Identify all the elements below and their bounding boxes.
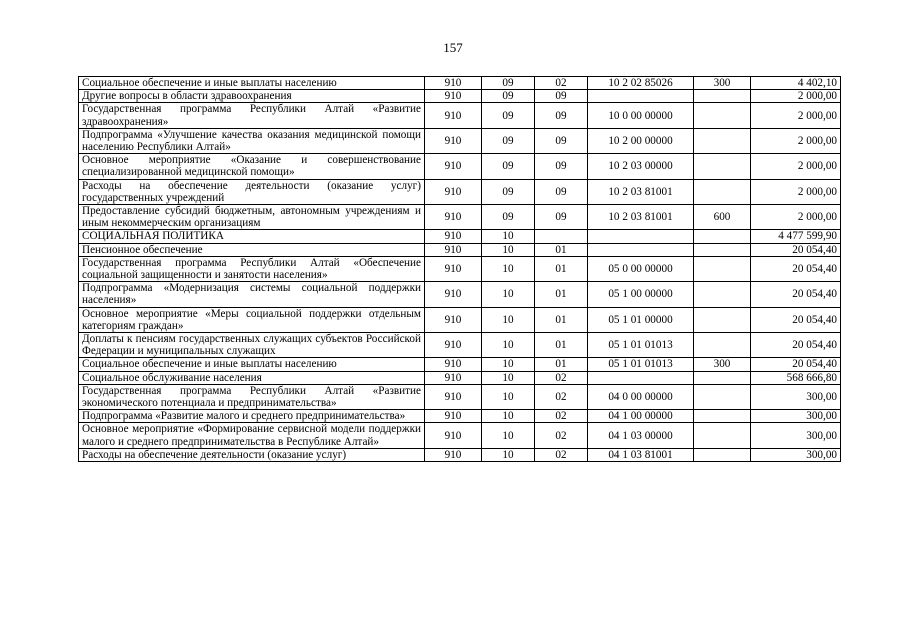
grbs-code-cell: 910 (425, 243, 482, 256)
table-row (79, 179, 841, 204)
row-name-cell: Основное мероприятие «Оказание и совершенствование специализированной медицинской помощи» (79, 154, 425, 179)
table-row (79, 358, 841, 371)
amount-cell: 2 000,00 (751, 205, 841, 230)
table-row (79, 410, 841, 423)
expense-type-cell (694, 410, 751, 423)
expense-type-cell (694, 230, 751, 243)
section-code-cell: 10 (482, 448, 535, 461)
row-name-cell: Расходы на обеспечение деятельности (оказание услуг) государственных учреждений (79, 179, 425, 204)
subsection-code-cell: 01 (535, 282, 588, 307)
target-article-cell: 04 1 03 00000 (588, 423, 694, 448)
row-name-cell: Пенсионное обеспечение (79, 243, 425, 256)
table-row (79, 256, 841, 281)
grbs-code-cell: 910 (425, 282, 482, 307)
section-code-cell: 09 (482, 205, 535, 230)
subsection-code-cell: 09 (535, 205, 588, 230)
grbs-code-cell: 910 (425, 256, 482, 281)
section-code-cell: 10 (482, 358, 535, 371)
expense-type-cell (694, 256, 751, 281)
expense-type-cell (694, 448, 751, 461)
grbs-code-cell: 910 (425, 90, 482, 103)
target-article-cell: 04 1 03 81001 (588, 448, 694, 461)
amount-cell: 4 402,10 (751, 77, 841, 90)
section-code-cell: 10 (482, 307, 535, 332)
subsection-code-cell: 02 (535, 448, 588, 461)
row-name-cell: Государственная программа Республики Алтай «Развитие здравоохранения» (79, 103, 425, 128)
table-row (79, 103, 841, 128)
grbs-code-cell: 910 (425, 423, 482, 448)
grbs-code-cell: 910 (425, 77, 482, 90)
target-article-cell: 10 2 00 00000 (588, 128, 694, 153)
expense-type-cell: 300 (694, 358, 751, 371)
section-code-cell: 10 (482, 410, 535, 423)
row-name-cell: Основное мероприятие «Меры социальной поддержки отдельным категориям граждан» (79, 307, 425, 332)
table-row (79, 154, 841, 179)
section-code-cell: 10 (482, 384, 535, 409)
expense-type-cell: 600 (694, 205, 751, 230)
row-name-cell: Доплаты к пенсиям государственных служащих субъектов Российской Федерации и муниципальных служащих (79, 333, 425, 358)
row-name-cell: Социальное обслуживание населения (79, 371, 425, 384)
grbs-code-cell: 910 (425, 410, 482, 423)
amount-cell: 20 054,40 (751, 358, 841, 371)
amount-cell: 4 477 599,90 (751, 230, 841, 243)
expense-type-cell (694, 128, 751, 153)
subsection-code-cell: 09 (535, 90, 588, 103)
amount-cell: 20 054,40 (751, 282, 841, 307)
row-name-cell: Предоставление субсидий бюджетным, автономным учреждениям и иным некоммерческим организациям (79, 205, 425, 230)
target-article-cell: 10 2 03 81001 (588, 179, 694, 204)
section-code-cell: 10 (482, 256, 535, 281)
subsection-code-cell: 09 (535, 128, 588, 153)
target-article-cell: 10 2 03 81001 (588, 205, 694, 230)
grbs-code-cell: 910 (425, 448, 482, 461)
expense-type-cell (694, 243, 751, 256)
amount-cell: 300,00 (751, 448, 841, 461)
target-article-cell (588, 371, 694, 384)
table-row (79, 371, 841, 384)
section-code-cell: 09 (482, 179, 535, 204)
expense-type-cell (694, 423, 751, 448)
target-article-cell (588, 243, 694, 256)
subsection-code-cell: 02 (535, 77, 588, 90)
expense-type-cell (694, 179, 751, 204)
grbs-code-cell: 910 (425, 128, 482, 153)
section-code-cell: 09 (482, 103, 535, 128)
table-row (79, 423, 841, 448)
page-number: 157 (443, 40, 463, 55)
subsection-code-cell: 01 (535, 358, 588, 371)
subsection-code-cell: 09 (535, 103, 588, 128)
row-name-cell: Основное мероприятие «Формирование сервисной модели поддержки малого и среднего предпринимательства в Республике Алтай» (79, 423, 425, 448)
row-name-cell: Подпрограмма «Модернизация системы социальной поддержки населения» (79, 282, 425, 307)
section-code-cell: 10 (482, 423, 535, 448)
amount-cell: 2 000,00 (751, 154, 841, 179)
row-name-cell: СОЦИАЛЬНАЯ ПОЛИТИКА (79, 230, 425, 243)
table-row (79, 205, 841, 230)
row-name-cell: Социальное обеспечение и иные выплаты населению (79, 358, 425, 371)
subsection-code-cell: 02 (535, 371, 588, 384)
target-article-cell: 04 1 00 00000 (588, 410, 694, 423)
table-row (79, 333, 841, 358)
row-name-cell: Государственная программа Республики Алтай «Развитие экономического потенциала и предпринимательства» (79, 384, 425, 409)
section-code-cell: 10 (482, 371, 535, 384)
grbs-code-cell: 910 (425, 333, 482, 358)
table-row (79, 282, 841, 307)
row-name-cell: Подпрограмма «Развитие малого и среднего предпринимательства» (79, 410, 425, 423)
table-row (79, 90, 841, 103)
section-code-cell: 09 (482, 154, 535, 179)
grbs-code-cell: 910 (425, 230, 482, 243)
section-code-cell: 10 (482, 282, 535, 307)
target-article-cell (588, 230, 694, 243)
expense-type-cell (694, 333, 751, 358)
table-row (79, 77, 841, 90)
table-row (79, 307, 841, 332)
expense-type-cell (694, 371, 751, 384)
grbs-code-cell: 910 (425, 154, 482, 179)
grbs-code-cell: 910 (425, 307, 482, 332)
subsection-code-cell: 09 (535, 154, 588, 179)
subsection-code-cell: 02 (535, 410, 588, 423)
grbs-code-cell: 910 (425, 358, 482, 371)
row-name-cell: Государственная программа Республики Алтай «Обеспечение социальной защищенности и занятости населения» (79, 256, 425, 281)
target-article-cell: 05 1 00 00000 (588, 282, 694, 307)
table-row (79, 384, 841, 409)
target-article-cell: 05 0 00 00000 (588, 256, 694, 281)
target-article-cell: 05 1 01 00000 (588, 307, 694, 332)
amount-cell: 2 000,00 (751, 90, 841, 103)
subsection-code-cell (535, 230, 588, 243)
target-article-cell: 10 2 02 85026 (588, 77, 694, 90)
expense-type-cell (694, 307, 751, 332)
amount-cell: 2 000,00 (751, 103, 841, 128)
subsection-code-cell: 01 (535, 256, 588, 281)
table-row (79, 128, 841, 153)
subsection-code-cell: 02 (535, 384, 588, 409)
expense-type-cell (694, 103, 751, 128)
amount-cell: 20 054,40 (751, 333, 841, 358)
subsection-code-cell: 01 (535, 333, 588, 358)
expense-type-cell (694, 90, 751, 103)
grbs-code-cell: 910 (425, 179, 482, 204)
section-code-cell: 10 (482, 243, 535, 256)
subsection-code-cell: 01 (535, 307, 588, 332)
subsection-code-cell: 09 (535, 179, 588, 204)
expense-type-cell (694, 282, 751, 307)
grbs-code-cell: 910 (425, 384, 482, 409)
amount-cell: 20 054,40 (751, 243, 841, 256)
amount-cell: 2 000,00 (751, 179, 841, 204)
subsection-code-cell: 02 (535, 423, 588, 448)
table-row (79, 243, 841, 256)
amount-cell: 300,00 (751, 423, 841, 448)
amount-cell: 568 666,80 (751, 371, 841, 384)
expense-type-cell (694, 384, 751, 409)
target-article-cell: 10 0 00 00000 (588, 103, 694, 128)
section-code-cell: 09 (482, 128, 535, 153)
grbs-code-cell: 910 (425, 103, 482, 128)
section-code-cell: 09 (482, 77, 535, 90)
row-name-cell: Другие вопросы в области здравоохранения (79, 90, 425, 103)
amount-cell: 300,00 (751, 384, 841, 409)
expense-type-cell (694, 154, 751, 179)
table-row (79, 448, 841, 461)
grbs-code-cell: 910 (425, 371, 482, 384)
budget-table (78, 76, 841, 462)
section-code-cell: 09 (482, 90, 535, 103)
target-article-cell: 04 0 00 00000 (588, 384, 694, 409)
table-row (79, 230, 841, 243)
row-name-cell: Подпрограмма «Улучшение качества оказания медицинской помощи населению Республики Алтай» (79, 128, 425, 153)
section-code-cell: 10 (482, 333, 535, 358)
row-name-cell: Расходы на обеспечение деятельности (оказание услуг) (79, 448, 425, 461)
expense-type-cell: 300 (694, 77, 751, 90)
target-article-cell: 10 2 03 00000 (588, 154, 694, 179)
target-article-cell: 05 1 01 01013 (588, 358, 694, 371)
amount-cell: 20 054,40 (751, 256, 841, 281)
section-code-cell: 10 (482, 230, 535, 243)
row-name-cell: Социальное обеспечение и иные выплаты населению (79, 77, 425, 90)
amount-cell: 20 054,40 (751, 307, 841, 332)
amount-cell: 2 000,00 (751, 128, 841, 153)
target-article-cell: 05 1 01 01013 (588, 333, 694, 358)
grbs-code-cell: 910 (425, 205, 482, 230)
target-article-cell (588, 90, 694, 103)
subsection-code-cell: 01 (535, 243, 588, 256)
amount-cell: 300,00 (751, 410, 841, 423)
budget-table-body (79, 77, 841, 462)
